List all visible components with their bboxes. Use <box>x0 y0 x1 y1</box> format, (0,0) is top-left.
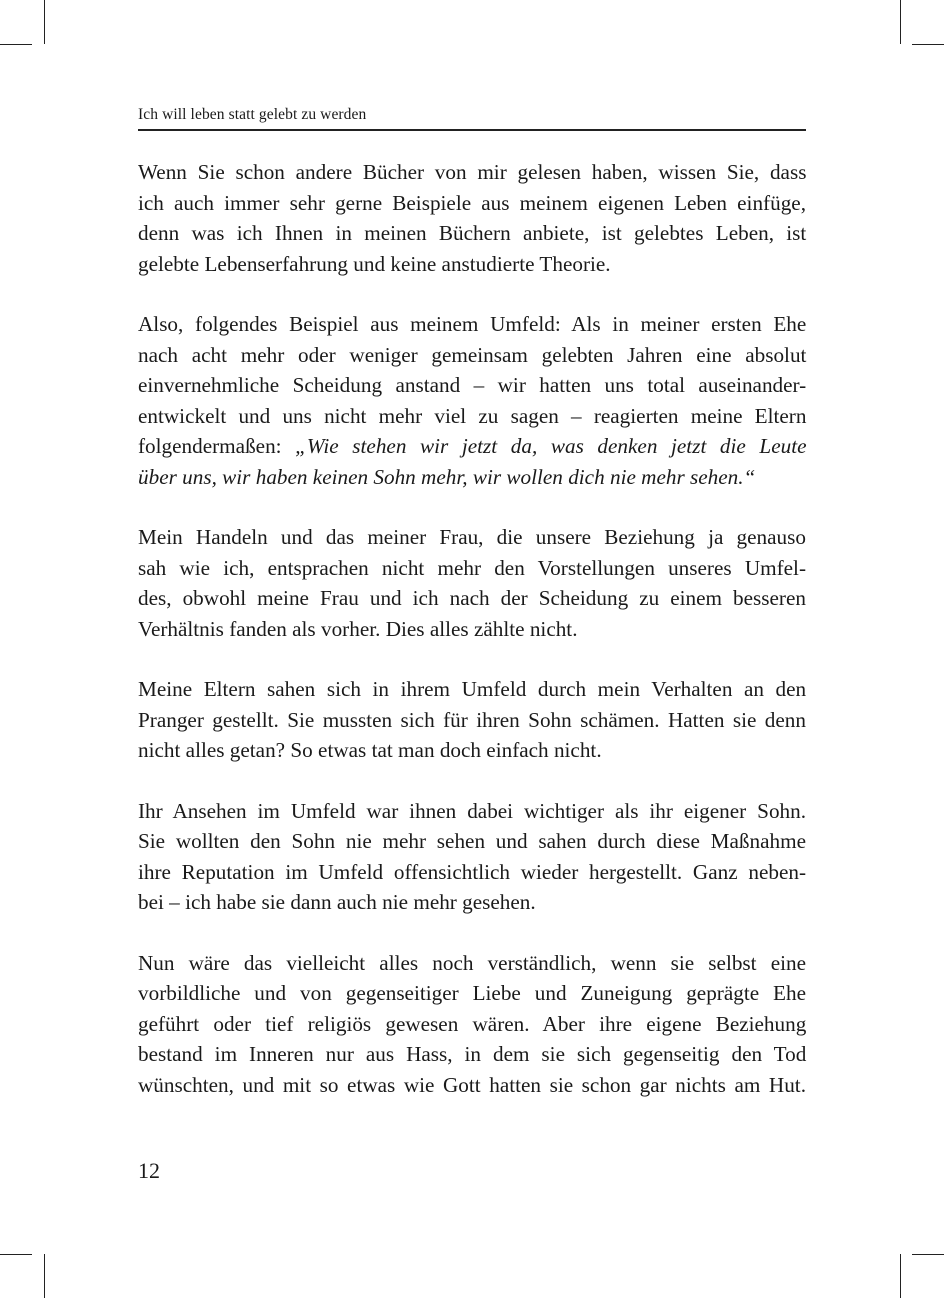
text-segment: gelebte Lebenserfahrung und keine anstudierte Theorie. <box>138 251 611 276</box>
text-line <box>138 796 806 827</box>
text-segment: einvernehmliche Scheidung anstand – wir hatten uns total auseinander- <box>138 373 807 397</box>
body-text <box>138 157 806 1130</box>
text-segment: Ihr Ansehen im Umfeld war ihnen dabei wichtiger als ihr eigener Sohn. <box>138 798 807 823</box>
text-line <box>138 309 806 340</box>
text-segment: Nun wäre das vielleicht alles noch verständlich, wenn sie selbst eine <box>138 950 806 975</box>
text-line <box>138 218 806 249</box>
page-number: 12 <box>138 1158 160 1183</box>
crop-mark-top-left-horizontal <box>0 44 32 45</box>
paragraph <box>138 157 806 279</box>
text-line <box>138 705 806 736</box>
text-segment: folgendermaßen: <box>138 434 296 458</box>
text-segment: Pranger gestellt. Sie mussten sich für ihren Sohn schämen. Hatten sie denn <box>138 707 806 732</box>
text-segment: Wenn Sie schon andere Bücher von mir gelesen haben, wissen Sie, dass <box>138 160 807 184</box>
text-line <box>138 948 806 979</box>
text-segment: des, obwohl meine Frau und ich nach der Scheidung zu einem besseren <box>138 586 806 610</box>
text-line <box>138 1009 806 1040</box>
paragraph <box>138 674 806 766</box>
text-line <box>138 826 806 857</box>
text-line <box>138 887 806 918</box>
text-segment: Also, folgendes Beispiel aus meinem Umfeld: Als in meiner ersten Ehe <box>138 312 807 336</box>
text-line <box>138 614 806 645</box>
text-segment: Sie wollten den Sohn nie mehr sehen und sahen durch diese Maßnahme <box>138 829 806 853</box>
text-line <box>138 1039 806 1070</box>
running-head: Ich will leben statt gelebt zu werden <box>138 106 367 123</box>
text-line <box>138 978 806 1009</box>
paragraph <box>138 309 806 492</box>
text-segment: ihre Reputation im Umfeld offensichtlich wieder hergestellt. Ganz neben- <box>138 859 806 884</box>
quoted-speech: über uns, wir haben keinen Sohn mehr, wir wollen dich nie mehr sehen.“ <box>138 464 756 489</box>
paragraph <box>138 522 806 644</box>
text-line <box>138 522 806 553</box>
text-segment: nach acht mehr oder weniger gemeinsam gelebten Jahren eine absolut <box>138 342 807 367</box>
crop-mark-top-left-vertical <box>44 0 45 44</box>
paragraph <box>138 796 806 918</box>
text-line <box>138 340 806 371</box>
text-line <box>138 462 806 493</box>
quoted-speech: „Wie stehen wir jetzt da, was denken jetzt die Leute <box>295 434 807 458</box>
crop-mark-bottom-right-horizontal <box>912 1254 944 1255</box>
text-segment: denn was ich Ihnen in meinen Büchern anbiete, ist gelebtes Leben, ist <box>138 221 807 245</box>
text-line <box>138 401 806 432</box>
text-segment: nicht alles getan? So etwas tat man doch einfach nicht. <box>138 738 602 762</box>
crop-mark-bottom-left-horizontal <box>0 1254 32 1255</box>
text-segment: Mein Handeln und das meiner Frau, die unsere Beziehung ja genauso <box>138 525 806 549</box>
text-segment: Meine Eltern sahen sich in ihrem Umfeld durch mein Verhalten an den <box>138 677 807 701</box>
text-segment: bestand im Inneren nur aus Hass, in dem sie sich gegenseitig den Tod <box>138 1042 807 1066</box>
text-segment: Verhältnis fanden als vorher. Dies alles zählte nicht. <box>138 616 578 641</box>
text-segment: entwickelt und uns nicht mehr viel zu sagen – reagierten meine Eltern <box>138 403 807 428</box>
text-segment: wünschten, und mit so etwas wie Gott hatten sie schon gar nichts am Hut. <box>138 1072 806 1097</box>
text-line <box>138 157 806 188</box>
text-segment: bei – ich habe sie dann auch nie mehr gesehen. <box>138 890 536 914</box>
text-line <box>138 583 806 614</box>
text-line <box>138 857 806 888</box>
text-line <box>138 249 806 280</box>
paragraph <box>138 948 806 1101</box>
text-segment: sah wie ich, entsprachen nicht mehr den Vorstellungen unseres Umfel- <box>138 555 807 580</box>
text-segment: vorbildliche und von gegenseitiger Liebe und Zuneigung geprägte Ehe <box>138 981 806 1005</box>
text-line <box>138 674 806 705</box>
text-segment: ich auch immer sehr gerne Beispiele aus meinem eigenen Leben einfüge, <box>138 190 806 215</box>
crop-mark-bottom-left-vertical <box>44 1254 45 1298</box>
text-segment: geführt oder tief religiös gewesen wären. Aber ihre eigene Beziehung <box>138 1011 807 1036</box>
text-line <box>138 370 806 401</box>
crop-mark-bottom-right-vertical <box>900 1254 901 1298</box>
text-line <box>138 735 806 766</box>
text-line <box>138 553 806 584</box>
header-rule <box>138 129 806 131</box>
text-line <box>138 431 806 462</box>
crop-mark-top-right-horizontal <box>912 44 944 45</box>
crop-mark-top-right-vertical <box>900 0 901 44</box>
text-line <box>138 1070 806 1101</box>
text-line <box>138 188 806 219</box>
